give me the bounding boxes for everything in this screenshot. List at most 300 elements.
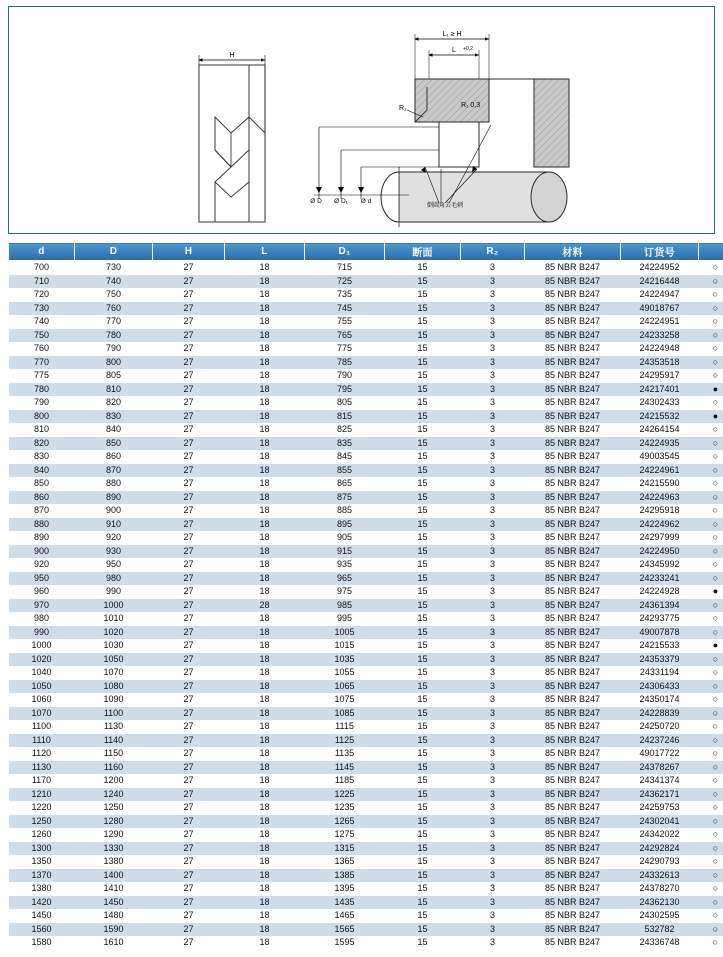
cell-material: 85 NBR B247 (525, 923, 621, 937)
cell-section: 15 (385, 842, 461, 856)
cell-R2: 3 (461, 531, 525, 545)
cell-D1: 965 (305, 572, 385, 586)
cell-D: 980 (75, 572, 153, 586)
cell-order-no: 24342022 (621, 828, 699, 842)
cell-d: 830 (9, 450, 75, 464)
cell-R2: 3 (461, 882, 525, 896)
table-row (9, 477, 723, 491)
stock-open-icon: ○ (699, 626, 723, 640)
cell-material: 85 NBR B247 (525, 869, 621, 883)
cell-order-no: 49018767 (621, 302, 699, 316)
cell-R2: 3 (461, 666, 525, 680)
stock-open-icon: ○ (699, 518, 723, 532)
cell-d: 780 (9, 383, 75, 397)
stock-open-icon: ○ (699, 680, 723, 694)
cell-R2: 3 (461, 855, 525, 869)
cell-L: 18 (225, 261, 305, 275)
cell-material: 85 NBR B247 (525, 356, 621, 370)
cell-material: 85 NBR B247 (525, 639, 621, 653)
cell-D: 1020 (75, 626, 153, 640)
cell-R2: 3 (461, 464, 525, 478)
stock-open-icon: ○ (699, 774, 723, 788)
cell-H: 27 (153, 491, 225, 505)
cell-order-no: 24224935 (621, 437, 699, 451)
cell-material: 85 NBR B247 (525, 599, 621, 613)
cell-L: 18 (225, 666, 305, 680)
cell-order-no: 24331194 (621, 666, 699, 680)
cell-D: 860 (75, 450, 153, 464)
cell-D1: 985 (305, 599, 385, 613)
cell-H: 27 (153, 518, 225, 532)
cell-d: 775 (9, 369, 75, 383)
cell-order-no: 24215533 (621, 639, 699, 653)
cell-R2: 3 (461, 261, 525, 275)
cell-H: 27 (153, 788, 225, 802)
cell-material: 85 NBR B247 (525, 410, 621, 424)
cell-H: 27 (153, 666, 225, 680)
cell-d: 1050 (9, 680, 75, 694)
stock-open-icon: ○ (699, 396, 723, 410)
cell-section: 15 (385, 612, 461, 626)
cell-section: 15 (385, 396, 461, 410)
stock-open-icon: ○ (699, 599, 723, 613)
cell-R2: 3 (461, 680, 525, 694)
stock-open-icon: ○ (699, 491, 723, 505)
table-row (9, 450, 723, 464)
cell-d: 1000 (9, 639, 75, 653)
cell-R2: 3 (461, 477, 525, 491)
stock-open-icon: ○ (699, 936, 723, 950)
table-row (9, 545, 723, 559)
cell-material: 85 NBR B247 (525, 342, 621, 356)
cell-D1: 775 (305, 342, 385, 356)
stock-open-icon: ○ (699, 869, 723, 883)
cell-R2: 3 (461, 599, 525, 613)
cell-d: 760 (9, 342, 75, 356)
cell-H: 27 (153, 707, 225, 721)
cell-R2: 3 (461, 774, 525, 788)
table-row (9, 774, 723, 788)
cell-L: 18 (225, 302, 305, 316)
table-row (9, 680, 723, 694)
table-row (9, 329, 723, 343)
specification-table (8, 242, 723, 950)
cell-D1: 875 (305, 491, 385, 505)
cell-R2: 3 (461, 396, 525, 410)
cell-R2: 3 (461, 639, 525, 653)
cell-d: 1250 (9, 815, 75, 829)
cell-d: 750 (9, 329, 75, 343)
stock-open-icon: ○ (699, 815, 723, 829)
cell-D: 990 (75, 585, 153, 599)
cell-D: 770 (75, 315, 153, 329)
cell-D: 840 (75, 423, 153, 437)
cell-R2: 3 (461, 302, 525, 316)
cell-material: 85 NBR B247 (525, 572, 621, 586)
cell-section: 15 (385, 882, 461, 896)
cell-D1: 1385 (305, 869, 385, 883)
cell-material: 85 NBR B247 (525, 707, 621, 721)
stock-open-icon: ○ (699, 302, 723, 316)
cell-D: 1610 (75, 936, 153, 950)
cell-material: 85 NBR B247 (525, 896, 621, 910)
cell-material: 85 NBR B247 (525, 909, 621, 923)
table-row (9, 869, 723, 883)
cell-order-no: 24345992 (621, 558, 699, 572)
cell-order-no: 24295917 (621, 369, 699, 383)
table-row (9, 639, 723, 653)
cell-D: 790 (75, 342, 153, 356)
cell-section: 15 (385, 869, 461, 883)
table-row (9, 585, 723, 599)
cell-D: 740 (75, 275, 153, 289)
cell-material: 85 NBR B247 (525, 531, 621, 545)
table-row (9, 828, 723, 842)
cell-L: 18 (225, 923, 305, 937)
cell-D1: 1595 (305, 936, 385, 950)
cell-order-no: 49003545 (621, 450, 699, 464)
cell-section: 15 (385, 491, 461, 505)
cell-D1: 885 (305, 504, 385, 518)
cell-D: 820 (75, 396, 153, 410)
cell-L: 18 (225, 869, 305, 883)
cell-D1: 1035 (305, 653, 385, 667)
table-row (9, 923, 723, 937)
cell-H: 27 (153, 599, 225, 613)
column-header-stock (699, 243, 723, 261)
cell-R2: 3 (461, 491, 525, 505)
cell-R2: 3 (461, 585, 525, 599)
cell-H: 27 (153, 801, 225, 815)
cell-order-no: 24224963 (621, 491, 699, 505)
cell-L: 18 (225, 734, 305, 748)
stock-open-icon: ○ (699, 855, 723, 869)
cell-material: 85 NBR B247 (525, 545, 621, 559)
cell-D1: 975 (305, 585, 385, 599)
column-header-d: d (9, 243, 75, 261)
cell-D: 780 (75, 329, 153, 343)
cell-order-no: 24290793 (621, 855, 699, 869)
stock-open-icon: ○ (699, 437, 723, 451)
cell-D1: 805 (305, 396, 385, 410)
cell-material: 85 NBR B247 (525, 464, 621, 478)
cell-R2: 3 (461, 815, 525, 829)
column-header-R2: R₂ (461, 243, 525, 261)
cell-R2: 3 (461, 410, 525, 424)
cell-D: 1330 (75, 842, 153, 856)
cell-H: 27 (153, 342, 225, 356)
cell-section: 15 (385, 261, 461, 275)
cell-d: 850 (9, 477, 75, 491)
cell-material: 85 NBR B247 (525, 437, 621, 451)
cell-H: 27 (153, 437, 225, 451)
installation-drawing (310, 31, 569, 227)
cell-section: 15 (385, 666, 461, 680)
cell-L: 18 (225, 774, 305, 788)
cell-d: 1170 (9, 774, 75, 788)
table-row (9, 734, 723, 748)
cell-section: 15 (385, 477, 461, 491)
stock-open-icon: ○ (699, 288, 723, 302)
cell-D1: 1465 (305, 909, 385, 923)
stock-open-icon: ○ (699, 477, 723, 491)
cell-d: 1130 (9, 761, 75, 775)
table-row (9, 410, 723, 424)
cell-D: 890 (75, 491, 153, 505)
cell-L: 18 (225, 585, 305, 599)
cell-D: 870 (75, 464, 153, 478)
cell-d: 1370 (9, 869, 75, 883)
stock-filled-icon: ● (699, 410, 723, 424)
cell-R2: 3 (461, 423, 525, 437)
cell-L: 18 (225, 437, 305, 451)
cell-D: 1400 (75, 869, 153, 883)
cell-material: 85 NBR B247 (525, 626, 621, 640)
cell-D1: 825 (305, 423, 385, 437)
cell-d: 800 (9, 410, 75, 424)
cell-D: 1280 (75, 815, 153, 829)
cell-R2: 3 (461, 504, 525, 518)
cell-d: 710 (9, 275, 75, 289)
cell-L: 18 (225, 356, 305, 370)
cell-section: 15 (385, 747, 461, 761)
stock-open-icon: ○ (699, 612, 723, 626)
cell-R2: 3 (461, 923, 525, 937)
cell-order-no: 24353518 (621, 356, 699, 370)
cell-order-no: 532782 (621, 923, 699, 937)
cell-R2: 3 (461, 707, 525, 721)
cell-D1: 1055 (305, 666, 385, 680)
cell-L: 18 (225, 842, 305, 856)
cell-section: 15 (385, 558, 461, 572)
cell-order-no: 24350174 (621, 693, 699, 707)
cell-order-no: 49017722 (621, 747, 699, 761)
cell-material: 85 NBR B247 (525, 383, 621, 397)
cell-D1: 755 (305, 315, 385, 329)
cell-R2: 3 (461, 437, 525, 451)
table-row (9, 464, 723, 478)
cell-H: 27 (153, 450, 225, 464)
cell-d: 890 (9, 531, 75, 545)
cell-H: 27 (153, 734, 225, 748)
cell-H: 27 (153, 288, 225, 302)
cell-order-no: 24224951 (621, 315, 699, 329)
stock-open-icon: ○ (699, 275, 723, 289)
cell-H: 27 (153, 383, 225, 397)
cell-d: 790 (9, 396, 75, 410)
cell-R2: 3 (461, 626, 525, 640)
cell-D1: 715 (305, 261, 385, 275)
stock-open-icon: ○ (699, 923, 723, 937)
column-header-D: D (75, 243, 153, 261)
cell-order-no: 24250720 (621, 720, 699, 734)
table-row (9, 437, 723, 451)
cell-L: 18 (225, 788, 305, 802)
cell-order-no: 24362130 (621, 896, 699, 910)
stock-open-icon: ○ (699, 747, 723, 761)
cell-d: 1100 (9, 720, 75, 734)
shaft-diameter-label: Ø d (360, 198, 372, 205)
cell-D1: 865 (305, 477, 385, 491)
cell-L: 18 (225, 639, 305, 653)
cell-order-no: 24228839 (621, 707, 699, 721)
table-row (9, 855, 723, 869)
cell-H: 27 (153, 504, 225, 518)
cell-D: 1080 (75, 680, 153, 694)
cell-material: 85 NBR B247 (525, 477, 621, 491)
table-row (9, 356, 723, 370)
cell-section: 15 (385, 707, 461, 721)
cell-D1: 795 (305, 383, 385, 397)
cell-L: 18 (225, 383, 305, 397)
cell-d: 820 (9, 437, 75, 451)
column-header-H: H (153, 243, 225, 261)
cell-H: 27 (153, 855, 225, 869)
cell-R2: 3 (461, 369, 525, 383)
cell-material: 85 NBR B247 (525, 666, 621, 680)
cell-d: 980 (9, 612, 75, 626)
cell-material: 85 NBR B247 (525, 734, 621, 748)
cell-D1: 725 (305, 275, 385, 289)
cell-section: 15 (385, 599, 461, 613)
cell-D: 910 (75, 518, 153, 532)
cell-order-no: 24237246 (621, 734, 699, 748)
cell-section: 15 (385, 518, 461, 532)
cell-order-no: 24336748 (621, 936, 699, 950)
cell-R2: 3 (461, 356, 525, 370)
cell-H: 27 (153, 869, 225, 883)
cell-material: 85 NBR B247 (525, 558, 621, 572)
cell-material: 85 NBR B247 (525, 774, 621, 788)
cell-L: 18 (225, 315, 305, 329)
cell-R2: 3 (461, 828, 525, 842)
cell-R2: 3 (461, 329, 525, 343)
cell-material: 85 NBR B247 (525, 761, 621, 775)
cell-D: 1590 (75, 923, 153, 937)
stock-open-icon: ○ (699, 558, 723, 572)
cell-H: 27 (153, 896, 225, 910)
cell-D1: 1135 (305, 747, 385, 761)
stock-open-icon: ○ (699, 369, 723, 383)
table-row (9, 599, 723, 613)
cell-material: 85 NBR B247 (525, 329, 621, 343)
cell-section: 15 (385, 923, 461, 937)
cell-L: 18 (225, 558, 305, 572)
cell-section: 15 (385, 288, 461, 302)
cell-material: 85 NBR B247 (525, 450, 621, 464)
cell-R2: 3 (461, 342, 525, 356)
table-row (9, 626, 723, 640)
cell-L: 18 (225, 801, 305, 815)
stock-open-icon: ○ (699, 882, 723, 896)
cell-L: 18 (225, 342, 305, 356)
cell-material: 85 NBR B247 (525, 855, 621, 869)
cell-section: 15 (385, 302, 461, 316)
table-row (9, 666, 723, 680)
cell-R2: 3 (461, 720, 525, 734)
stock-open-icon: ○ (699, 315, 723, 329)
cell-H: 27 (153, 261, 225, 275)
cell-d: 1560 (9, 923, 75, 937)
cell-L: 18 (225, 545, 305, 559)
cell-D: 750 (75, 288, 153, 302)
table-row (9, 720, 723, 734)
cell-D: 1160 (75, 761, 153, 775)
cell-D1: 1185 (305, 774, 385, 788)
cell-order-no: 24293775 (621, 612, 699, 626)
cell-D1: 915 (305, 545, 385, 559)
cell-R2: 3 (461, 801, 525, 815)
cell-d: 1420 (9, 896, 75, 910)
cell-R2: 3 (461, 734, 525, 748)
cell-H: 27 (153, 464, 225, 478)
cell-D: 810 (75, 383, 153, 397)
column-header-L: L (225, 243, 305, 261)
cell-section: 15 (385, 855, 461, 869)
cell-H: 27 (153, 653, 225, 667)
cell-D1: 1065 (305, 680, 385, 694)
cell-order-no: 49007878 (621, 626, 699, 640)
cell-R2: 3 (461, 545, 525, 559)
cell-material: 85 NBR B247 (525, 680, 621, 694)
cell-order-no: 24224961 (621, 464, 699, 478)
cell-R2: 3 (461, 869, 525, 883)
cell-order-no: 24224962 (621, 518, 699, 532)
cell-material: 85 NBR B247 (525, 612, 621, 626)
cell-R2: 3 (461, 936, 525, 950)
cell-section: 15 (385, 693, 461, 707)
cell-section: 15 (385, 639, 461, 653)
cell-D: 900 (75, 504, 153, 518)
cell-d: 1260 (9, 828, 75, 842)
cell-D: 1200 (75, 774, 153, 788)
cell-R2: 3 (461, 315, 525, 329)
cell-d: 1580 (9, 936, 75, 950)
cell-d: 1210 (9, 788, 75, 802)
cell-L: 18 (225, 909, 305, 923)
cell-L: 18 (225, 612, 305, 626)
cell-D1: 765 (305, 329, 385, 343)
cell-material: 85 NBR B247 (525, 815, 621, 829)
cell-order-no: 24353379 (621, 653, 699, 667)
cell-order-no: 24361394 (621, 599, 699, 613)
cell-section: 15 (385, 801, 461, 815)
cell-order-no: 24259753 (621, 801, 699, 815)
cell-section: 15 (385, 680, 461, 694)
cell-D1: 1235 (305, 801, 385, 815)
cell-d: 860 (9, 491, 75, 505)
cell-H: 27 (153, 680, 225, 694)
stock-open-icon: ○ (699, 653, 723, 667)
cell-D1: 785 (305, 356, 385, 370)
cell-D1: 845 (305, 450, 385, 464)
cell-section: 15 (385, 545, 461, 559)
table-row (9, 896, 723, 910)
cell-H: 27 (153, 410, 225, 424)
cell-order-no: 24224928 (621, 585, 699, 599)
cell-section: 15 (385, 410, 461, 424)
cell-L: 18 (225, 693, 305, 707)
stock-open-icon: ○ (699, 842, 723, 856)
cell-H: 27 (153, 720, 225, 734)
cell-section: 15 (385, 788, 461, 802)
cell-L: 18 (225, 828, 305, 842)
cell-R2: 3 (461, 450, 525, 464)
l1-dimension-label: L₁ ≥ H (442, 31, 462, 38)
table-row (9, 815, 723, 829)
cell-D1: 735 (305, 288, 385, 302)
cell-D: 1100 (75, 707, 153, 721)
